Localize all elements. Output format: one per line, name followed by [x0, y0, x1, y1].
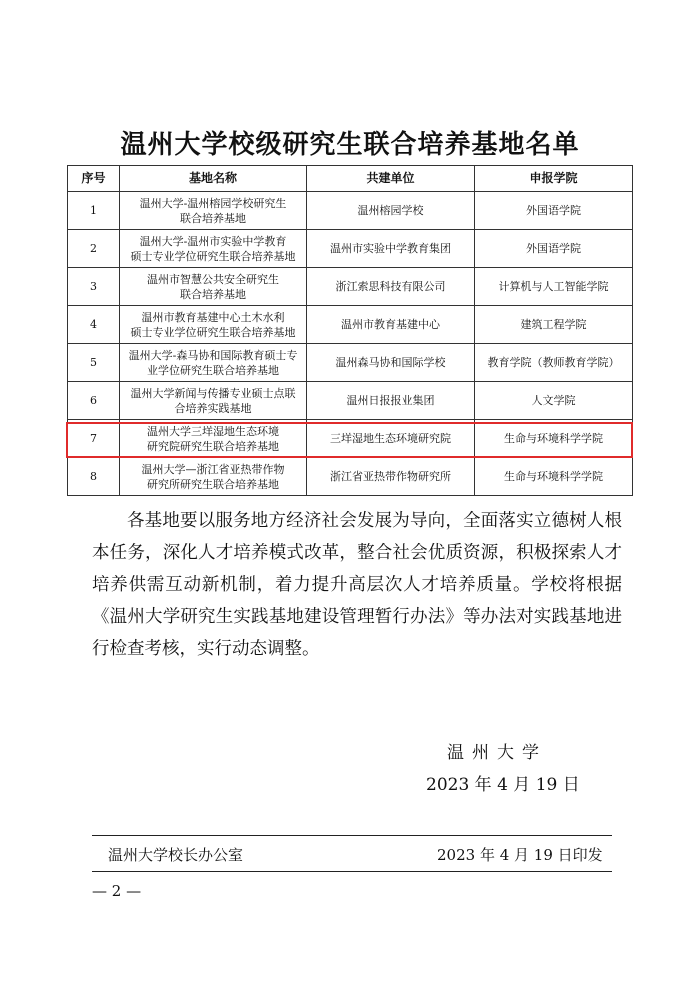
signature-org: 温州大学	[447, 743, 547, 763]
base-name-line1: 温州大学新闻与传播专业硕士点联	[130, 386, 296, 400]
table-row	[68, 268, 633, 306]
bases-table	[67, 165, 633, 496]
base-name-line1: 温州市智慧公共安全研究生	[147, 272, 279, 286]
base-name-line2: 联合培养基地	[180, 287, 246, 301]
partner-name: 三垟湿地生态环境研究院	[330, 432, 451, 445]
row-number: 3	[90, 280, 97, 293]
partner-name: 温州市实验中学教育集团	[330, 242, 451, 255]
table-header-row	[68, 166, 633, 192]
header-no: 序号	[68, 166, 120, 192]
body-text: 各基地要以服务地方经济社会发展为导向，全面落实立德树人根本任务，深化人才培养模式改革，整合社会优质资源，积极探索人才培养供需互动新机制，着力提升高层次人才培养质量。学校将根据《温州大学研究生实践基地建设管理暂行办法》等办法对实践基地进行检查考核，实行动态调整。	[92, 511, 622, 659]
college-name: 教育学院（教师教育学院）	[487, 356, 620, 369]
partner-name: 浙江省亚热带作物研究所	[330, 470, 451, 483]
base-name-line1: 温州大学—浙江省亚热带作物	[141, 462, 285, 476]
cell-base-name	[120, 192, 307, 230]
cell-base-name	[120, 230, 307, 268]
document-title: 温州大学校级研究生联合培养基地名单	[120, 130, 580, 160]
footer-print-date: 2023 年 4 月 19 日印发	[437, 846, 603, 864]
cell-no	[68, 420, 120, 458]
college-name: 生命与环境科学学院	[504, 432, 603, 445]
cell-college	[475, 268, 633, 306]
cell-college	[475, 344, 633, 382]
base-name-line1: 温州大学-温州榕园学校研究生	[139, 196, 287, 210]
cell-college	[475, 230, 633, 268]
table-row	[68, 192, 633, 230]
cell-partner	[307, 458, 475, 496]
cell-base-name	[120, 344, 307, 382]
base-name-line2: 研究院研究生联合培养基地	[147, 439, 279, 453]
base-name-line1: 温州市教育基建中心土木水利	[141, 310, 285, 324]
partner-name: 温州森马协和国际学校	[335, 356, 446, 369]
row-number: 1	[90, 204, 97, 217]
college-name: 人文学院	[531, 394, 576, 407]
footer-top-rule	[92, 835, 612, 836]
row-number: 4	[90, 318, 97, 331]
cell-college	[475, 382, 633, 420]
cell-base-name	[120, 420, 307, 458]
cell-no	[68, 344, 120, 382]
base-name-line2: 研究所研究生联合培养基地	[147, 477, 279, 491]
partner-name: 温州市教育基建中心	[341, 318, 440, 331]
table-row	[68, 458, 633, 496]
cell-partner	[307, 268, 475, 306]
cell-no	[68, 192, 120, 230]
cell-college	[475, 192, 633, 230]
base-name-line2: 硕士专业学位研究生联合培养基地	[130, 325, 296, 339]
college-name: 计算机与人工智能学院	[498, 280, 609, 293]
cell-partner	[307, 306, 475, 344]
row-number: 7	[90, 432, 97, 445]
cell-base-name	[120, 382, 307, 420]
college-name: 生命与环境科学学院	[504, 470, 603, 483]
cell-college	[475, 420, 633, 458]
base-name-line2: 联合培养基地	[180, 211, 246, 225]
cell-no	[68, 306, 120, 344]
row-number: 8	[90, 470, 97, 483]
cell-partner	[307, 192, 475, 230]
page-number: — 2 —	[92, 882, 142, 900]
cell-no	[68, 458, 120, 496]
college-name: 建筑工程学院	[520, 318, 587, 331]
table-row	[68, 306, 633, 344]
cell-no	[68, 268, 120, 306]
base-name-line2: 业学位研究生联合培养基地	[147, 363, 279, 377]
partner-name: 浙江索思科技有限公司	[335, 280, 446, 293]
cell-no	[68, 382, 120, 420]
row-number: 2	[90, 242, 97, 255]
partner-name: 温州榕园学校	[357, 204, 424, 217]
cell-no	[68, 230, 120, 268]
cell-base-name	[120, 268, 307, 306]
cell-partner	[307, 344, 475, 382]
body-paragraph	[92, 505, 622, 665]
cell-base-name	[120, 306, 307, 344]
footer-issuer: 温州大学校长办公室	[108, 846, 244, 864]
cell-college	[475, 306, 633, 344]
header-name: 基地名称	[120, 166, 307, 192]
college-name: 外国语学院	[526, 242, 581, 255]
base-name-line1: 温州大学三垟湿地生态环境	[147, 424, 279, 438]
signature-date: 2023 年 4 月 19 日	[426, 775, 580, 795]
base-name-line1: 温州大学-森马协和国际教育硕士专	[128, 348, 298, 362]
college-name: 外国语学院	[526, 204, 581, 217]
cell-partner	[307, 382, 475, 420]
table-row	[68, 230, 633, 268]
cell-college	[475, 458, 633, 496]
footer-bottom-rule	[92, 871, 612, 872]
table-row	[68, 420, 633, 458]
table-row	[68, 344, 633, 382]
cell-base-name	[120, 458, 307, 496]
base-name-line2: 硕士专业学位研究生联合培养基地	[130, 249, 296, 263]
base-name-line2: 合培养实践基地	[174, 401, 252, 415]
row-number: 5	[90, 356, 97, 369]
cell-partner	[307, 230, 475, 268]
table-row	[68, 382, 633, 420]
header-college: 申报学院	[475, 166, 633, 192]
base-name-line1: 温州大学-温州市实验中学教育	[139, 234, 287, 248]
partner-name: 温州日报报业集团	[346, 394, 435, 407]
cell-partner	[307, 420, 475, 458]
header-partner: 共建单位	[307, 166, 475, 192]
row-number: 6	[90, 394, 97, 407]
